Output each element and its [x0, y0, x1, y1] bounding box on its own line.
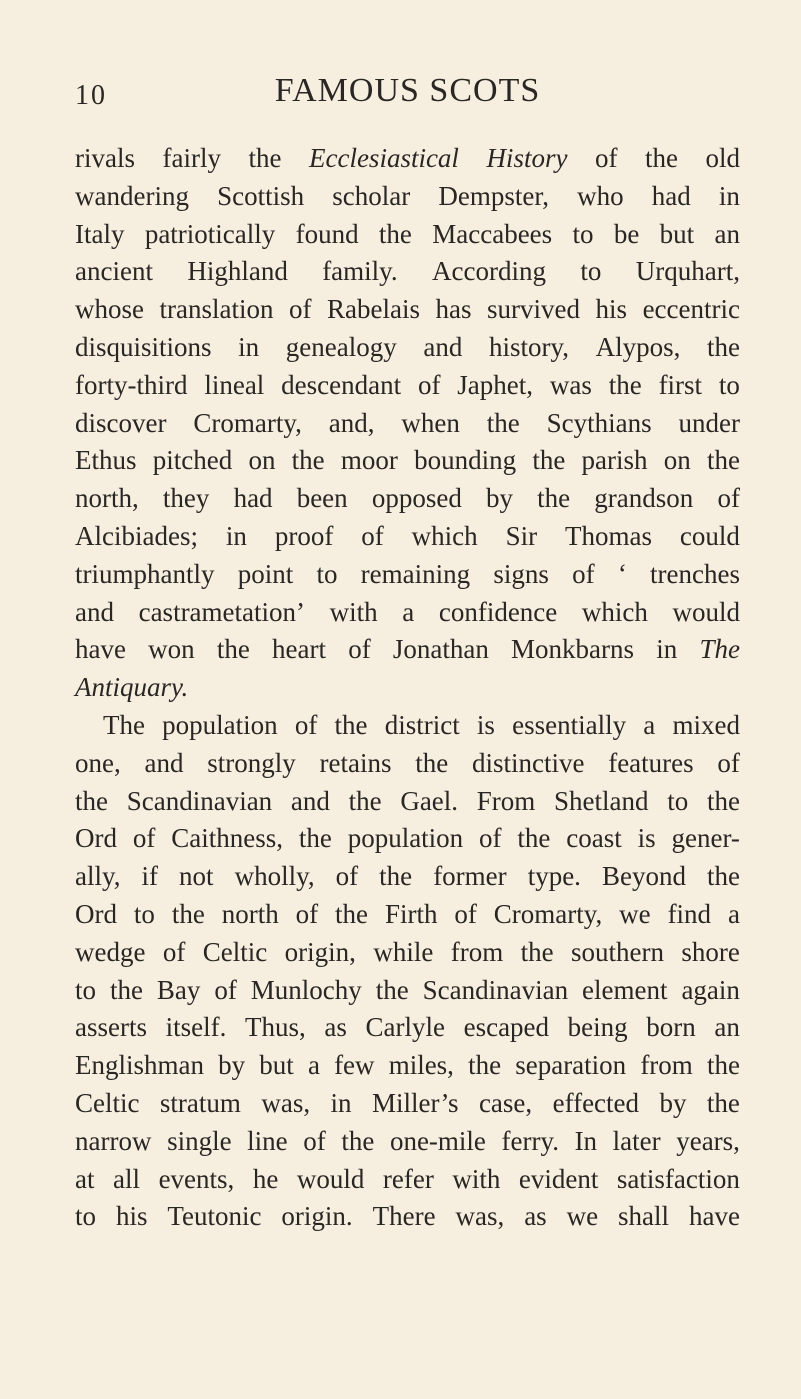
word: the — [706, 1087, 740, 1118]
word: of — [132, 823, 156, 854]
word: of — [289, 294, 312, 325]
word: the — [75, 785, 108, 816]
word: again — [681, 974, 740, 1005]
word: origin. — [281, 1201, 353, 1232]
word: essentially — [512, 709, 627, 740]
word: From — [476, 785, 536, 816]
word: the — [486, 407, 520, 438]
word: Thomas — [565, 520, 652, 551]
word: the — [468, 1050, 502, 1081]
word: Scandinavian — [126, 785, 273, 816]
word: the — [216, 634, 250, 665]
word: with — [452, 1163, 501, 1194]
word: bounding — [414, 445, 517, 476]
word: grandson — [594, 483, 694, 514]
word: won — [148, 634, 195, 665]
word: under — [678, 407, 740, 438]
text-line — [75, 631, 740, 669]
word: single — [167, 1125, 232, 1156]
word: the — [341, 1125, 375, 1156]
word: as — [524, 1201, 547, 1232]
word: the — [335, 898, 369, 929]
word: all — [113, 1163, 141, 1194]
word: as — [324, 1012, 347, 1043]
word: of — [454, 898, 477, 929]
word: remaining — [360, 558, 471, 589]
word: been — [296, 483, 348, 514]
word: whose — [75, 294, 144, 325]
word: Sir — [505, 520, 538, 551]
word: had — [233, 483, 273, 514]
word: escaped — [463, 1012, 550, 1043]
text-line — [75, 216, 740, 254]
word: of — [162, 936, 186, 967]
word: Gael. — [400, 785, 459, 816]
word: could — [679, 520, 740, 551]
word: the — [348, 785, 382, 816]
word: Maccabees — [432, 218, 553, 249]
word: gener- — [671, 823, 740, 854]
word: strongly — [207, 747, 296, 778]
word: survived — [487, 294, 581, 325]
word: is — [637, 823, 656, 854]
word: of — [717, 483, 740, 514]
word: the — [378, 218, 412, 249]
text-line — [75, 1161, 740, 1199]
text-line — [75, 972, 740, 1010]
word: we — [619, 898, 651, 929]
word: of — [594, 143, 618, 173]
word: the — [537, 483, 571, 514]
word: a — [643, 709, 656, 740]
text-line — [75, 518, 740, 556]
word: in — [330, 1087, 352, 1118]
page-title: FAMOUS SCOTS — [274, 72, 541, 109]
text-line — [75, 820, 740, 858]
word: first — [658, 369, 703, 400]
word: his — [595, 294, 628, 325]
word: one-mile — [389, 1125, 486, 1156]
word: old — [705, 143, 740, 173]
word: point — [237, 558, 294, 589]
word: itself. — [165, 1012, 227, 1043]
word: by — [659, 1087, 687, 1118]
text-line — [75, 480, 740, 518]
word: he — [252, 1163, 279, 1194]
word: the — [517, 823, 551, 854]
word: signs — [493, 558, 549, 589]
word: rivals — [75, 143, 135, 173]
word: the — [375, 974, 409, 1005]
word: Ethus — [75, 445, 137, 476]
word: southern — [571, 936, 665, 967]
text-line — [75, 178, 740, 216]
word: which — [411, 520, 478, 551]
word: in — [656, 634, 678, 665]
text-line — [75, 594, 740, 632]
word: they — [162, 483, 210, 514]
word: satisfaction — [616, 1163, 740, 1194]
word: Ord — [75, 898, 117, 929]
word: Caithness, — [171, 823, 283, 854]
text-line — [75, 896, 740, 934]
word: of — [717, 747, 740, 778]
word: north — [221, 898, 279, 929]
word: to — [75, 974, 97, 1005]
word: not — [179, 861, 214, 892]
word: shall — [618, 1201, 670, 1232]
text-line — [75, 1009, 740, 1047]
word: to — [316, 558, 338, 589]
word: proof — [274, 520, 334, 551]
word: be — [613, 218, 640, 249]
word: of — [295, 898, 319, 929]
word: has — [435, 294, 472, 325]
word: Firth — [384, 898, 438, 929]
word: Teutonic — [167, 1201, 262, 1232]
word: evident — [518, 1163, 599, 1194]
word: element — [582, 974, 668, 1005]
word: Scandinavian — [422, 974, 569, 1005]
word: few — [334, 1050, 375, 1081]
word: of — [303, 1125, 326, 1156]
word: Japhet, — [457, 369, 534, 400]
word: the — [706, 445, 740, 476]
word: pitched — [152, 445, 233, 476]
word: stratum — [159, 1087, 241, 1118]
word: heart — [272, 634, 326, 665]
word: Jonathan — [392, 634, 489, 665]
word: of — [214, 974, 237, 1005]
word: ancient — [75, 256, 153, 287]
word: the — [334, 709, 368, 740]
word: effected — [552, 1087, 640, 1118]
word: ferry. — [501, 1125, 559, 1156]
word: Carlyle — [365, 1012, 445, 1043]
word: the — [707, 331, 740, 362]
word: Scottish — [217, 180, 305, 211]
word: confidence — [438, 596, 558, 627]
word: of — [348, 634, 371, 665]
word: the — [520, 936, 554, 967]
word: former — [433, 861, 507, 892]
word: is — [476, 709, 495, 740]
word: retains — [319, 747, 392, 778]
word: wedge — [75, 936, 146, 967]
word: Antiquary. — [75, 672, 189, 703]
word: in — [238, 331, 260, 362]
word: family. — [322, 256, 398, 287]
word: the — [298, 823, 332, 854]
word: at — [75, 1163, 95, 1194]
word: lineal — [204, 369, 265, 400]
word: and — [75, 596, 114, 627]
word: to — [718, 369, 740, 400]
word: castrametation’ — [138, 596, 306, 627]
word: the — [248, 143, 282, 173]
word: discover — [75, 407, 167, 438]
running-head — [75, 72, 740, 122]
word: population — [162, 709, 278, 740]
word: Rabelais — [327, 294, 421, 325]
text-line — [75, 783, 740, 821]
word: population — [347, 823, 464, 854]
text-line — [75, 329, 740, 367]
word: mixed — [672, 709, 740, 740]
word: disquisitions — [75, 331, 212, 362]
word: shore — [681, 936, 740, 967]
word: on — [663, 445, 691, 476]
word: events, — [158, 1163, 235, 1194]
text-line — [75, 1085, 740, 1123]
word: have — [75, 634, 126, 665]
word: who — [577, 180, 624, 211]
word: the — [706, 1050, 740, 1081]
word: Italy — [75, 218, 125, 249]
text-line — [75, 556, 740, 594]
word: Urquhart, — [635, 256, 740, 287]
word: distinctive — [471, 747, 585, 778]
word: being — [567, 1012, 628, 1043]
word: the — [532, 445, 566, 476]
word: found — [295, 218, 359, 249]
word: a — [402, 596, 415, 627]
word: eccentric — [642, 294, 740, 325]
text-line — [75, 367, 740, 405]
text-line — [75, 291, 740, 329]
word: to — [75, 1201, 97, 1232]
text-line — [75, 745, 740, 783]
word: There — [372, 1201, 436, 1232]
word: Dempster, — [438, 180, 550, 211]
word: and — [423, 331, 463, 362]
text-line — [75, 707, 740, 745]
word: ally, — [75, 861, 121, 892]
word: years, — [676, 1125, 740, 1156]
word: was, — [455, 1201, 505, 1232]
word: and — [144, 747, 184, 778]
word: origin, — [284, 936, 356, 967]
word: miles, — [388, 1050, 454, 1081]
word: Cromarty, — [193, 407, 302, 438]
word: the — [644, 143, 678, 173]
word: case, — [478, 1087, 533, 1118]
word: from — [640, 1050, 693, 1081]
word: of — [294, 709, 318, 740]
word: in — [718, 180, 740, 211]
word: Cromarty, — [493, 898, 603, 929]
word: his — [115, 1201, 148, 1232]
word: district — [384, 709, 460, 740]
word: Celtic — [75, 1087, 140, 1118]
word: an — [714, 218, 740, 249]
text-line — [75, 140, 740, 178]
word: line — [247, 1125, 288, 1156]
word: with — [329, 596, 378, 627]
word: one, — [75, 747, 121, 778]
word: a — [307, 1050, 320, 1081]
word: Ecclesiastical — [308, 143, 459, 173]
word: the — [291, 445, 325, 476]
word: separation — [515, 1050, 627, 1081]
word: Englishman — [75, 1050, 204, 1081]
word: Bay — [156, 974, 201, 1005]
word: and, — [328, 407, 375, 438]
word: Thus, — [244, 1012, 306, 1043]
word: narrow — [75, 1125, 152, 1156]
word: to — [667, 785, 689, 816]
word: Scythians — [546, 407, 652, 438]
page-number: 10 — [75, 80, 107, 111]
word: on — [248, 445, 276, 476]
word: forty-third — [75, 369, 188, 400]
text-line — [75, 858, 740, 896]
word: but — [259, 1050, 294, 1081]
word: of — [479, 823, 502, 854]
word: Munlochy — [250, 974, 362, 1005]
word: Alcibiades; — [75, 520, 198, 551]
word: type. — [527, 861, 581, 892]
word: the — [171, 898, 205, 929]
word: history, — [488, 331, 569, 362]
word: in — [225, 520, 247, 551]
word: was, — [261, 1087, 311, 1118]
text-line — [75, 934, 740, 972]
word: the — [608, 369, 642, 400]
word: the — [379, 861, 413, 892]
word: According — [432, 256, 546, 287]
word: The — [103, 709, 145, 740]
word: find — [667, 898, 712, 929]
word: and — [290, 785, 330, 816]
word: the — [109, 974, 143, 1005]
word: from — [450, 936, 504, 967]
word: of — [572, 558, 595, 589]
word: of — [335, 861, 359, 892]
text-line — [75, 669, 740, 707]
word: have — [688, 1201, 740, 1232]
word: by — [218, 1050, 246, 1081]
word: which — [581, 596, 648, 627]
text-line — [75, 1123, 740, 1161]
word: Monkbarns — [511, 634, 635, 665]
word: would — [672, 596, 740, 627]
word: the — [415, 747, 449, 778]
word: wholly, — [234, 861, 315, 892]
word: by — [485, 483, 513, 514]
word: when — [401, 407, 460, 438]
word: coast — [566, 823, 622, 854]
word: Alypos, — [595, 331, 681, 362]
word: scholar — [332, 180, 411, 211]
word: of — [361, 520, 384, 551]
word: Ord — [75, 823, 117, 854]
word: wandering — [75, 180, 189, 211]
word: In — [574, 1125, 598, 1156]
word: the — [706, 785, 740, 816]
word: to — [572, 218, 594, 249]
word: Beyond — [601, 861, 686, 892]
word: later — [612, 1125, 661, 1156]
word: translation — [159, 294, 274, 325]
word: moor — [340, 445, 398, 476]
text-line — [75, 405, 740, 443]
word: History — [486, 143, 568, 173]
text-line — [75, 253, 740, 291]
word: would — [296, 1163, 365, 1194]
word: born — [646, 1012, 696, 1043]
word: to — [580, 256, 602, 287]
word: had — [651, 180, 691, 211]
word: parish — [581, 445, 648, 476]
text-line — [75, 1198, 740, 1236]
word: fairly — [162, 143, 221, 173]
word: was — [549, 369, 592, 400]
word: trenches — [650, 558, 740, 589]
word: if — [141, 861, 159, 892]
word: genealogy — [285, 331, 397, 362]
word: an — [714, 1012, 740, 1043]
text-line — [75, 442, 740, 480]
word: while — [373, 936, 434, 967]
word: a — [727, 898, 740, 929]
word: we — [566, 1201, 599, 1232]
word: opposed — [371, 483, 462, 514]
body-text — [75, 140, 740, 1236]
word: features — [608, 747, 694, 778]
word: Celtic — [202, 936, 268, 967]
text-line — [75, 1047, 740, 1085]
word: patriotically — [144, 218, 276, 249]
word: the — [707, 861, 740, 892]
word: ‘ — [617, 558, 627, 589]
word: The — [699, 634, 740, 665]
word: refer — [382, 1163, 434, 1194]
word: of — [417, 369, 441, 400]
word: Miller’s — [372, 1087, 459, 1118]
word: north, — [75, 483, 139, 514]
word: Shetland — [554, 785, 649, 816]
word: Highland — [187, 256, 288, 287]
word: descendant — [281, 369, 402, 400]
word: triumphantly — [75, 558, 215, 589]
word: asserts — [75, 1012, 147, 1043]
word: to — [133, 898, 155, 929]
word: but — [659, 218, 695, 249]
